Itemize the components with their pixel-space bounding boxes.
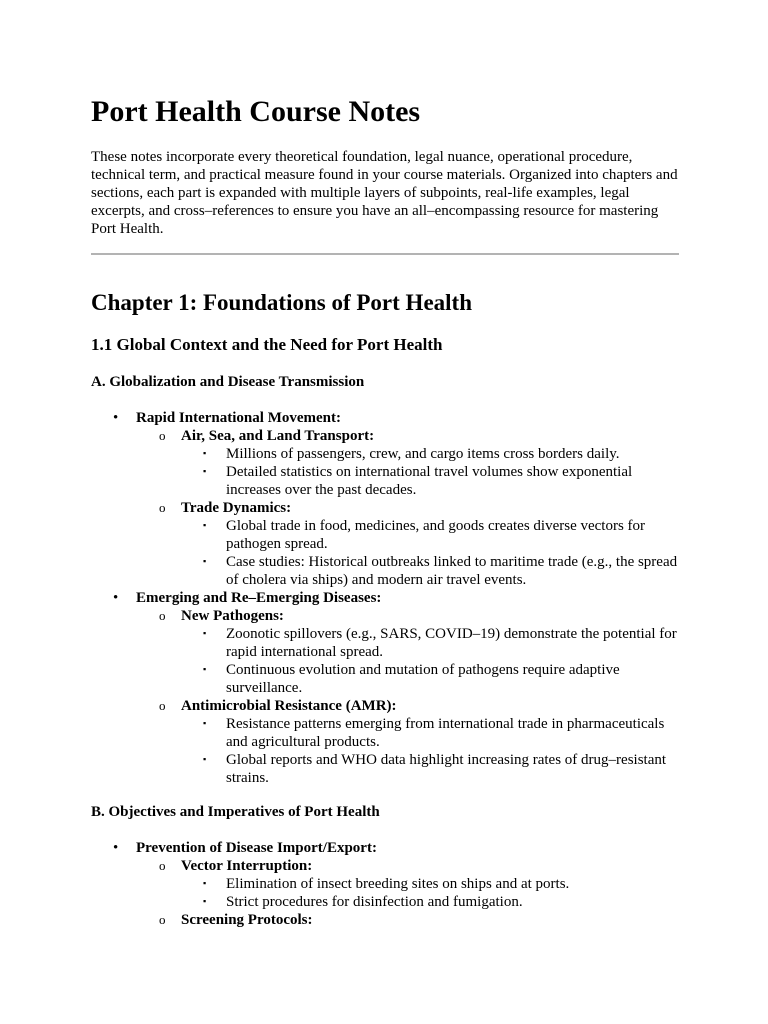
bullet-circle-icon: o: [159, 428, 166, 443]
outline-list-a: [91, 409, 679, 787]
list-item-level3: [91, 751, 679, 787]
bullet-square-icon: ▪: [203, 556, 207, 566]
sub-item-label: Air, Sea, and Land Transport:: [181, 428, 375, 444]
bullet-circle-icon: o: [159, 608, 166, 623]
list-item-level3: [91, 661, 679, 697]
bullet-circle-icon: o: [159, 912, 166, 927]
point-text: Global reports and WHO data highlight increasing rates of drug–resistant strains.: [226, 752, 667, 786]
bullet-square-icon: ▪: [203, 628, 207, 638]
point-text: Global trade in food, medicines, and goods creates diverse vectors for pathogen spread.: [226, 518, 646, 552]
sub-item-label: New Pathogens:: [181, 608, 284, 624]
point-text: Strict procedures for disinfection and fumigation.: [226, 894, 523, 910]
bullet-square-icon: ▪: [203, 878, 207, 888]
page-title: Port Health Course Notes: [91, 95, 421, 128]
point-text: Case studies: Historical outbreaks linked to maritime trade (e.g., the spread of cholera via ships) and modern air travel events.: [226, 554, 678, 588]
item-label: Prevention of Disease Import/Export:: [136, 840, 377, 856]
outline-list-b: [91, 839, 679, 929]
list-item-level2: [91, 427, 679, 445]
bullet-circle-icon: o: [159, 698, 166, 713]
bullet-square-icon: ▪: [203, 448, 207, 458]
list-item-level2: [91, 697, 679, 715]
bullet-square-icon: ▪: [203, 466, 207, 476]
list-item-level3: [91, 445, 679, 463]
sub-item-label: Vector Interruption:: [181, 858, 313, 874]
intro-paragraph: These notes incorporate every theoretical foundation, legal nuance, operational procedure, technical term, and practical measure found in your course materials. Organized into chapters and sections, each part is expanded with multiple layers of subpoints, real-life examples, legal excerpts, and cross–references to ensure you have an all–encompassing resource for mastering Port Health.: [91, 149, 678, 237]
bullet-dot-icon: •: [113, 410, 119, 426]
list-item-level1: [91, 589, 679, 607]
point-text: Continuous evolution and mutation of pathogens require adaptive surveillance.: [226, 662, 620, 696]
list-item-level3: [91, 625, 679, 661]
list-item-level3: [91, 893, 679, 911]
list-item-level2: [91, 857, 679, 875]
list-item-level3: [91, 715, 679, 751]
list-item-level3: [91, 875, 679, 893]
item-label: Rapid International Movement:: [136, 410, 341, 426]
bullet-square-icon: ▪: [203, 754, 207, 764]
list-item-level2: [91, 499, 679, 517]
bullet-dot-icon: •: [113, 840, 119, 856]
item-label: Emerging and Re–Emerging Diseases:: [136, 590, 382, 606]
bullet-circle-icon: o: [159, 858, 166, 873]
section-heading: 1.1 Global Context and the Need for Port Health: [91, 335, 443, 354]
point-text: Resistance patterns emerging from international trade in pharmaceuticals and agricultural products.: [226, 716, 665, 750]
bullet-dot-icon: •: [113, 590, 119, 606]
list-item-level3: [91, 517, 679, 553]
section-divider: [91, 253, 679, 255]
sub-item-label: Screening Protocols:: [181, 912, 313, 928]
sub-item-label: Antimicrobial Resistance (AMR):: [181, 698, 397, 714]
list-item-level1: [91, 839, 679, 857]
bullet-square-icon: ▪: [203, 896, 207, 906]
bullet-square-icon: ▪: [203, 718, 207, 728]
list-item-level3: [91, 463, 679, 499]
list-item-level3: [91, 553, 679, 589]
list-item-level1: [91, 409, 679, 427]
sub-item-label: Trade Dynamics:: [181, 500, 292, 516]
list-item-level2: [91, 607, 679, 625]
bullet-circle-icon: o: [159, 500, 166, 515]
point-text: Elimination of insect breeding sites on ships and at ports.: [226, 876, 570, 892]
point-text: Detailed statistics on international travel volumes show exponential increases over the past decades.: [226, 464, 633, 498]
bullet-square-icon: ▪: [203, 520, 207, 530]
bullet-square-icon: ▪: [203, 664, 207, 674]
subsection-heading-b: B. Objectives and Imperatives of Port Health: [91, 804, 380, 820]
list-item-level2: [91, 911, 679, 929]
point-text: Zoonotic spillovers (e.g., SARS, COVID–19) demonstrate the potential for rapid international spread.: [226, 626, 677, 660]
chapter-heading: Chapter 1: Foundations of Port Health: [91, 290, 472, 315]
subsection-heading-a: A. Globalization and Disease Transmission: [91, 374, 365, 390]
point-text: Millions of passengers, crew, and cargo items cross borders daily.: [226, 446, 620, 462]
